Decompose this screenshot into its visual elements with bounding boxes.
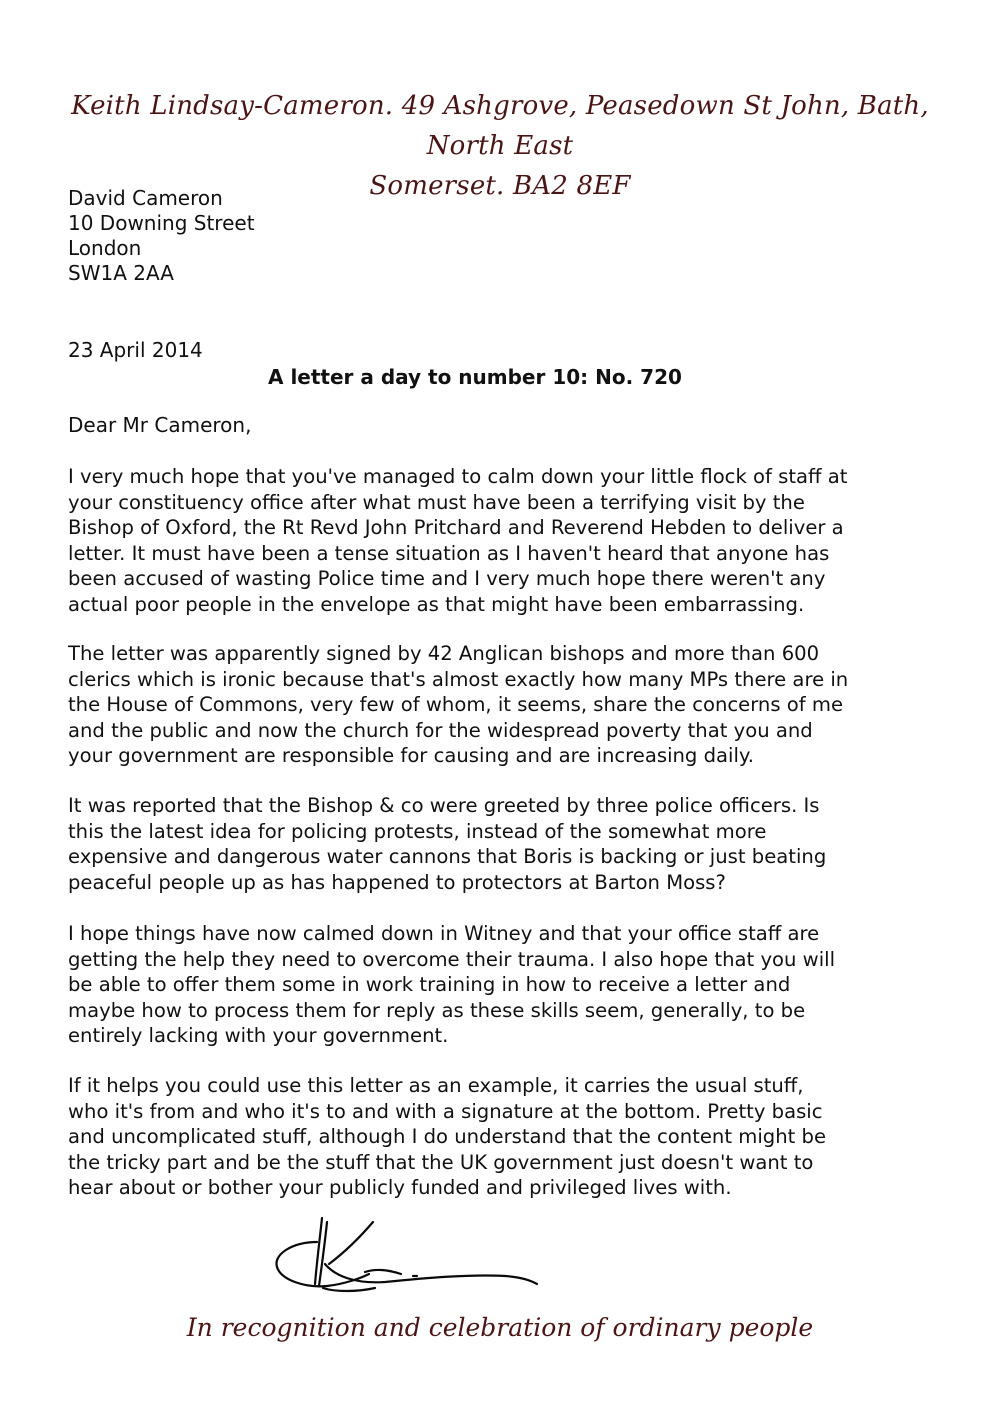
body-paragraph-4 (68, 921, 948, 1049)
paragraph-line: I hope things have now calmed down in Witney and that your office staff are (68, 922, 820, 945)
body-paragraph-1 (68, 464, 948, 618)
paragraph-line: the tricky part and be the stuff that the UK government just doesn't want to (68, 1150, 814, 1174)
letter-subject: A letter a day to number 10: No. 720 (268, 365, 682, 389)
paragraph-line: the House of Commons, very few of whom, it seems, share the concerns of me (68, 693, 844, 717)
paragraph-line: peaceful people up as has happened to protectors at Barton Moss? (68, 870, 726, 894)
paragraph-line: I very much hope that you've managed to calm down your little flock of staff at (68, 465, 848, 488)
salutation: Dear Mr Cameron, (68, 413, 252, 437)
paragraph-line: hear about or bother your publicly funded and privileged lives with. (68, 1176, 732, 1200)
paragraph-line: clerics which is ironic because that's almost exactly how many MPs there are in (68, 667, 849, 691)
paragraph-line: and the public and now the church for the widespread poverty that you and (68, 718, 813, 742)
paragraph-line: your government are responsible for causing and are increasing daily. (68, 744, 754, 768)
letterhead-line-1: Keith Lindsay-Cameron. 49 Ashgrove, Peasedown St John, Bath, North East (71, 91, 929, 161)
paragraph-line: expensive and dangerous water cannons that Boris is backing or just beating (68, 845, 827, 869)
letter-date: 23 April 2014 (68, 338, 203, 362)
paragraph-line: maybe how to process them for reply as these skills seem, generally, to be (68, 998, 806, 1022)
paragraph-line: been accused of wasting Police time and I very much hope there weren't any (68, 567, 826, 591)
paragraph-line: letter. It must have been a tense situation as I haven't heard that anyone has (68, 541, 830, 565)
signature-icon (265, 1212, 550, 1302)
paragraph-line: If it helps you could use this letter as an example, it carries the usual stuff, (68, 1074, 804, 1097)
paragraph-line: be able to offer them some in work training in how to receive a letter and (68, 973, 791, 997)
recipient-postcode: SW1A 2AA (68, 261, 174, 285)
paragraph-line: Bishop of Oxford, the Rt Revd John Pritchard and Reverend Hebden to deliver a (68, 516, 844, 540)
recipient-street: 10 Downing Street (68, 211, 255, 235)
paragraph-line: who it's from and who it's to and with a signature at the bottom. Pretty basic (68, 1099, 823, 1123)
closing-motto: In recognition and celebration of ordinary people (186, 1313, 814, 1342)
recipient-address (68, 186, 255, 286)
paragraph-line: It was reported that the Bishop & co were greeted by three police officers. Is (68, 794, 820, 817)
letterhead-line-2: Somerset. BA2 8EF (369, 171, 631, 201)
recipient-city: London (68, 236, 142, 260)
paragraph-line: actual poor people in the envelope as that might have been embarrassing. (68, 592, 805, 616)
paragraph-line: this the latest idea for policing protests, instead of the somewhat more (68, 819, 767, 843)
paragraph-line: getting the help they need to overcome their trauma. I also hope that you will (68, 947, 836, 971)
recipient-name: David Cameron (68, 186, 223, 210)
paragraph-line: entirely lacking with your government. (68, 1024, 449, 1048)
paragraph-line: your constituency office after what must have been a terrifying visit by the (68, 490, 805, 514)
body-paragraph-3 (68, 793, 948, 895)
paragraph-line: and uncomplicated stuff, although I do understand that the content might be (68, 1125, 827, 1149)
paragraph-line: The letter was apparently signed by 42 Anglican bishops and more than 600 (68, 642, 820, 665)
body-paragraph-2 (68, 641, 948, 769)
body-paragraph-5 (68, 1073, 948, 1201)
